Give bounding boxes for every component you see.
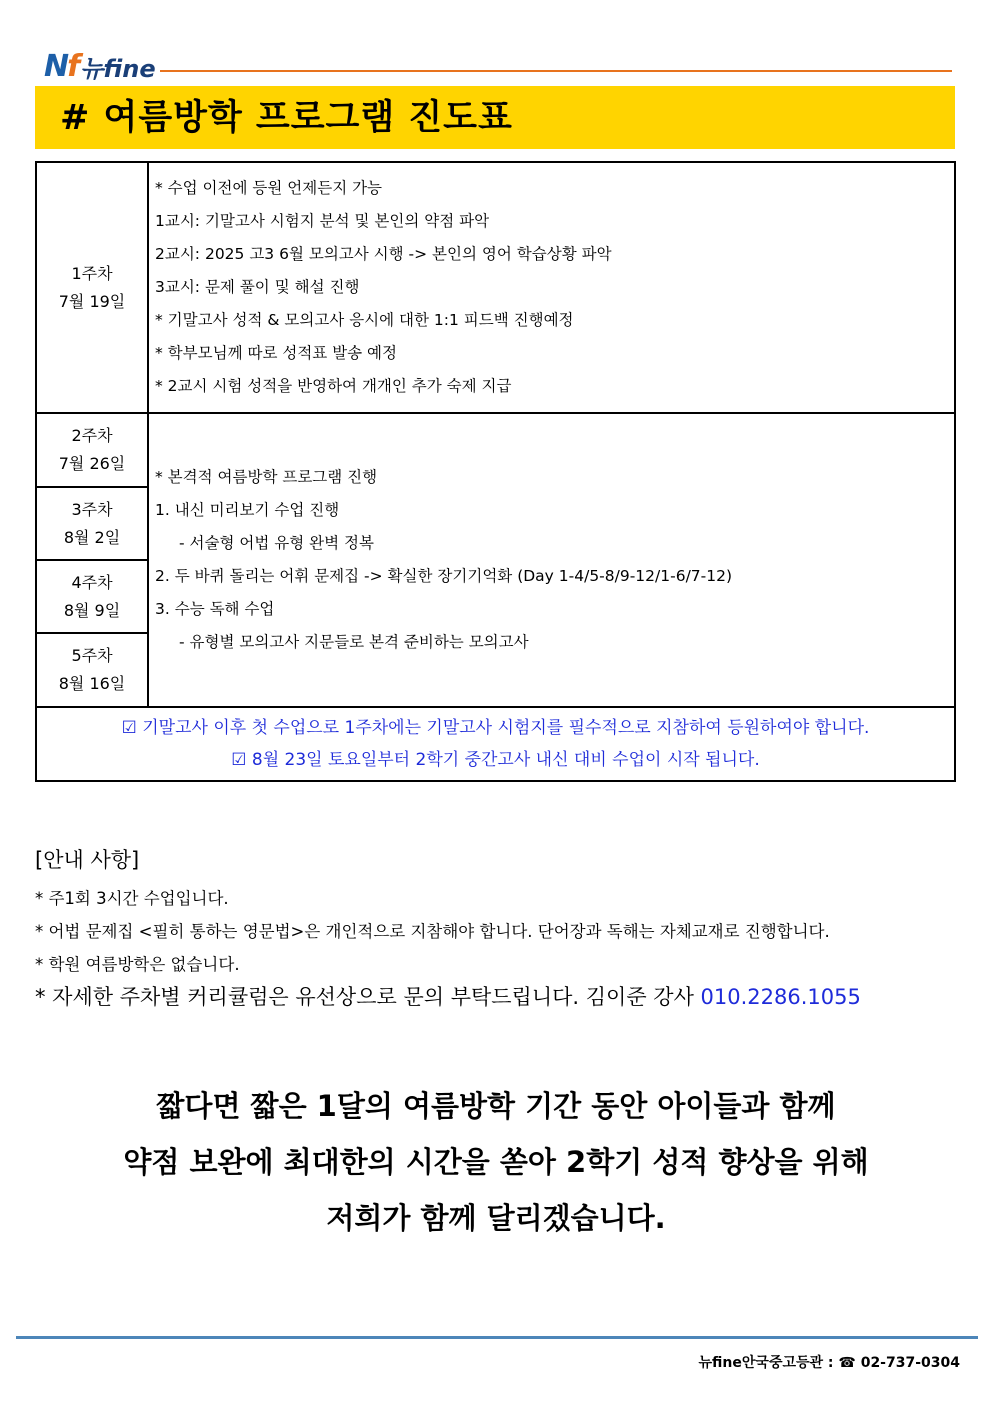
contact-line [35, 981, 861, 1014]
week1-content [148, 162, 955, 413]
week-cell [36, 162, 148, 413]
week-cell [36, 560, 148, 633]
footer-divider [16, 1336, 978, 1339]
notice-line: ☑ 기말고사 이후 첫 수업으로 1주차에는 기말고사 시험지를 필수적으로 지참하여 등원하여야 합니다. [121, 718, 870, 738]
content-line: * 본격적 여름방학 프로그램 진행 [155, 468, 378, 486]
content-line: 2. 두 바퀴 돌리는 어휘 문제집 -> 확실한 장기기억화 (Day 1-4/5-8/9-12/1-6/7-12) [155, 567, 733, 585]
content-line: - 서술형 어법 유형 완벽 정복 [179, 534, 374, 552]
notice-line: ☑ 8월 23일 토요일부터 2학기 중간고사 내신 대비 수업이 시작 됩니다. [231, 750, 760, 770]
closing-line: 저희가 함께 달리겠습니다. [326, 1201, 666, 1235]
week-label: 5주차 [71, 646, 113, 665]
contact-text: * 자세한 주차별 커리큘럼은 유선상으로 문의 부탁드립니다. 김이준 강사 [35, 985, 701, 1009]
week-date: 7월 19일 [58, 291, 126, 311]
closing-line: 짧다면 짧은 1달의 여름방학 기간 동안 아이들과 함께 [156, 1089, 836, 1123]
table-row [36, 707, 955, 781]
content-line: * 기말고사 성적 & 모의고사 응시에 대한 1:1 피드백 진행예정 [155, 311, 574, 329]
content-line: 3. 수능 독해 수업 [155, 600, 275, 618]
header-divider [160, 70, 952, 72]
content-line: 1교시: 기말고사 시험지 분석 및 본인의 약점 파악 [155, 212, 490, 230]
logo-text: 뉴fine [80, 55, 156, 83]
table-row [36, 413, 955, 487]
content-line: - 유형별 모의고사 지문들로 본격 준비하는 모의고사 [179, 633, 529, 651]
week-cell [36, 413, 148, 487]
content-line: 2교시: 2025 고3 6월 모의고사 시행 -> 본인의 영어 학습상황 파악 [155, 245, 612, 263]
week-label: 3주차 [71, 499, 113, 519]
week-label: 2주차 [71, 426, 113, 445]
page-title: # 여름방학 프로그램 진도표 [60, 98, 513, 138]
footer-contact: 뉴fine안국중고등관 : ☎ 02-737-0304 [698, 1355, 960, 1371]
info-item: * 학원 여름방학은 없습니다. [35, 955, 240, 974]
content-line: * 수업 이전에 등원 언제든지 가능 [155, 179, 383, 197]
week-date: 8월 16일 [58, 674, 126, 693]
week-cell [36, 633, 148, 707]
closing-message [0, 1078, 992, 1246]
week-cell [36, 487, 148, 560]
logo-mark: Nf [44, 49, 79, 84]
notice-cell [36, 707, 955, 781]
table-row [36, 162, 955, 413]
contact-phone: 010.2286.1055 [700, 985, 861, 1009]
info-section [35, 846, 861, 1014]
content-line: * 학부모님께 따로 성적표 발송 예정 [155, 344, 398, 362]
closing-line: 약점 보완에 최대한의 시간을 쏟아 2학기 성적 향상을 위해 [123, 1145, 869, 1179]
program-content [148, 413, 955, 707]
week-date: 8월 2일 [63, 527, 121, 547]
info-item: * 어법 문제집 <필히 통하는 영문법>은 개인적으로 지참해야 합니다. 단어장과 독해는 자체교재로 진행합니다. [35, 922, 830, 941]
info-item: * 주1회 3시간 수업입니다. [35, 889, 229, 908]
info-title: [안내 사항] [35, 848, 140, 872]
week-label: 4주차 [71, 572, 113, 592]
brand-logo [44, 46, 156, 82]
content-line: * 2교시 시험 성적을 반영하여 개개인 추가 숙제 지급 [155, 377, 512, 395]
week-date: 8월 9일 [63, 600, 121, 620]
week-label: 1주차 [71, 263, 113, 283]
week-date: 7월 26일 [58, 454, 126, 473]
content-line: 1. 내신 미리보기 수업 진행 [155, 501, 340, 519]
content-line: 3교시: 문제 풀이 및 해설 진행 [155, 278, 360, 296]
schedule-table [35, 161, 956, 782]
